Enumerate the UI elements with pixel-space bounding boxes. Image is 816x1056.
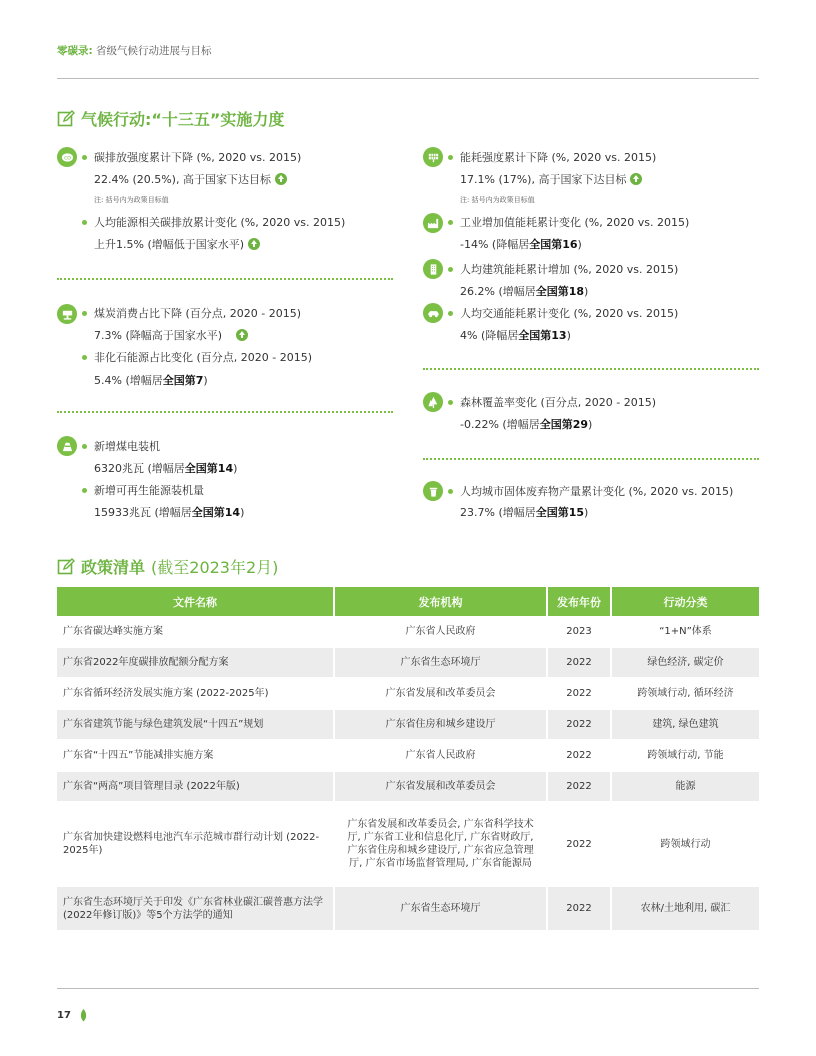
left-item-4-value: 5.4% (增幅居全国第7) [94,374,208,387]
bullet-icon [82,488,87,493]
table-cell: “1+N”体系 [611,616,759,647]
table-cell: 2022 [547,802,611,886]
table-cell: 广东省发展和改革委员会 [334,771,547,802]
table-cell: 广东省生态环境厅 [334,886,547,931]
right-item-6-value: 23.7% (增幅居全国第15) [460,506,589,519]
edit-icon [57,558,75,576]
column-header: 行动分类 [611,587,759,616]
policy-table [57,587,759,932]
right-item-5-value: -0.22% (增幅居全国第29) [460,418,593,431]
left-item-3-label: 煤炭消费占比下降 (百分点, 2020 - 2015) [82,307,301,321]
header-title: 省级气候行动进展与目标 [96,45,212,57]
table-cell: 广东省人民政府 [334,616,547,647]
table-cell: 广东省发展和改革委员会 [334,678,547,709]
table-cell: 跨领域行动 [611,802,759,886]
bullet-icon [448,155,453,160]
right-item-2-label: 工业增加值能耗累计变化 (%, 2020 vs. 2015) [448,216,689,230]
section-title-text: 政策清单 [81,558,146,577]
left-item-2-value: 上升1.5% (增幅低于国家水平) [82,238,260,252]
solar-panel-icon [423,147,443,167]
bullet-icon [82,444,87,449]
table-cell: 广东省“十四五”节能减排实施方案 [57,740,334,771]
right-item-1-value: 17.1% (17%), 高于国家下达目标 [448,173,642,187]
arrow-up-icon [275,173,287,185]
table-row [57,802,759,886]
table-cell: 能源 [611,771,759,802]
table-row [57,740,759,771]
column-header: 文件名称 [57,587,334,616]
bullet-icon [82,220,87,225]
bullet-icon [448,400,453,405]
table-cell: 2022 [547,886,611,931]
edit-icon [57,110,75,128]
left-item-3-value: 7.3% (降幅高于国家水平) [82,329,248,343]
table-cell: 广东省发展和改革委员会, 广东省科学技术厅, 广东省工业和信息化厅, 广东省财政厅, 广东省住房和城乡建设厅, 广东省应急管理厅, 广东省市场监督管理局, 广东省能源局 [334,802,547,886]
svg-text:CO: CO [63,155,71,161]
table-cell: 农林/土地利用, 碳汇 [611,886,759,931]
right-item-1-label: 能耗强度累计下降 (%, 2020 vs. 2015) [448,151,656,165]
table-cell: 跨领域行动, 循环经济 [611,678,759,709]
table-cell: 广东省2022年度碳排放配额分配方案 [57,647,334,678]
table-cell: 2023 [547,616,611,647]
table-row [57,616,759,647]
header-brand: 零碳录: [57,45,93,57]
divider [57,278,393,280]
section-title-text: 气候行动:“十三五”实施力度 [81,110,285,129]
table-cell: 2022 [547,709,611,740]
building-icon [423,259,443,279]
table-cell: 广东省加快建设燃料电池汽车示范城市群行动计划 (2022-2025年) [57,802,334,886]
table-cell: 2022 [547,678,611,709]
left-item-4-label: 非化石能源占比变化 (百分点, 2020 - 2015) [82,351,312,365]
forest-icon [423,392,443,412]
bullet-icon [448,220,453,225]
trash-icon [423,481,443,501]
leaf-icon [79,1009,88,1022]
table-cell: 建筑, 绿色建筑 [611,709,759,740]
arrow-up-icon [236,329,248,341]
column-header: 发布年份 [547,587,611,616]
footer-divider [57,988,759,989]
section-title-policy [57,555,278,578]
divider [423,368,759,370]
table-row [57,886,759,931]
arrow-up-icon [630,173,642,185]
table-cell: 广东省人民政府 [334,740,547,771]
table-cell: 广东省生态环境厅 [334,647,547,678]
table-cell: 2022 [547,771,611,802]
left-item-1-value: 22.4% (20.5%), 高于国家下达目标 [82,173,287,187]
divider [423,458,759,460]
running-header [57,43,212,58]
right-item-3-label: 人均建筑能耗累计增加 (%, 2020 vs. 2015) [448,263,678,277]
co2-icon [57,147,77,167]
bullet-icon [448,489,453,494]
table-cell: 广东省生态环境厅关于印发《广东省林业碳汇碳普惠方法学 (2022年修订版)》等5个方法学的通知 [57,886,334,931]
table-cell: 2022 [547,740,611,771]
table-cell: 广东省“两高”项目管理目录 (2022年版) [57,771,334,802]
right-item-2-value: -14% (降幅居全国第16) [460,238,582,251]
section-subtitle: (截至2023年2月) [151,558,279,577]
left-item-5-label: 新增煤电装机 [82,440,160,454]
left-item-1-label: 碳排放强度累计下降 (%, 2020 vs. 2015) [82,151,301,165]
header-divider [57,78,759,79]
left-item-6-value: 15933兆瓦 (增幅居全国第14) [94,506,245,519]
table-row [57,709,759,740]
bullet-icon [82,311,87,316]
section-title-climate [57,107,284,130]
factory-icon [423,213,443,233]
table-header-row [57,587,759,616]
bullet-icon [82,155,87,160]
bullet-icon [448,311,453,316]
table-cell: 广东省碳达峰实施方案 [57,616,334,647]
table-cell: 2022 [547,647,611,678]
bullet-icon [448,267,453,272]
table-row [57,771,759,802]
coal-icon [57,304,77,324]
left-item-6-label: 新增可再生能源装机量 [82,484,204,498]
right-item-4-label: 人均交通能耗累计变化 (%, 2020 vs. 2015) [448,307,678,321]
right-item-6-label: 人均城市固体废弃物产量累计变化 (%, 2020 vs. 2015) [448,485,733,499]
right-item-1-note: 注: 括号内为政策目标值 [460,196,535,204]
table-cell: 广东省建筑节能与绿色建筑发展“十四五”规划 [57,709,334,740]
right-item-5-label: 森林覆盖率变化 (百分点, 2020 - 2015) [448,396,656,410]
table-cell: 跨领域行动, 节能 [611,740,759,771]
table-row [57,678,759,709]
left-item-1-note: 注: 括号内为政策目标值 [94,196,169,204]
arrow-up-icon [248,238,260,250]
table-cell: 广东省住房和城乡建设厅 [334,709,547,740]
page-number: 17 [57,1010,71,1021]
power-plant-icon [57,436,77,456]
column-header: 发布机构 [334,587,547,616]
left-item-2-label: 人均能源相关碳排放累计变化 (%, 2020 vs. 2015) [82,216,345,230]
footer [57,1009,88,1022]
table-cell: 绿色经济, 碳定价 [611,647,759,678]
left-item-5-value: 6320兆瓦 (增幅居全国第14) [94,462,238,475]
table-cell: 广东省循环经济发展实施方案 (2022-2025年) [57,678,334,709]
right-item-3-value: 26.2% (增幅居全国第18) [460,285,589,298]
car-icon [423,303,443,323]
divider [57,411,393,413]
right-item-4-value: 4% (降幅居全国第13) [460,329,571,342]
bullet-icon [82,355,87,360]
table-row [57,647,759,678]
